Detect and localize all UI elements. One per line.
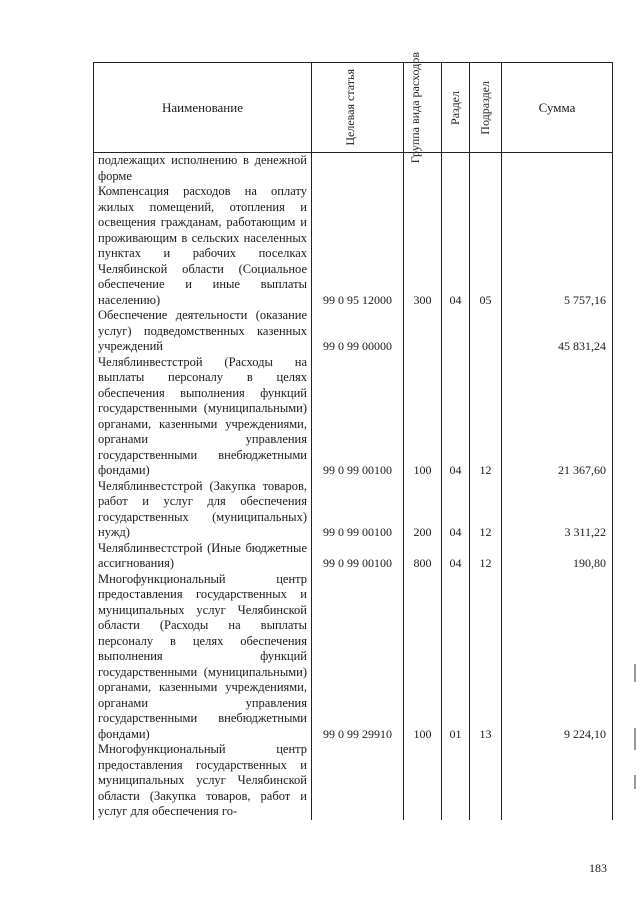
scan-edge-mark: [634, 728, 636, 750]
row-subsection: 12: [470, 355, 502, 479]
row-target-article: [312, 153, 404, 185]
row-subsection: [470, 742, 502, 820]
scan-edge-mark: [634, 775, 636, 789]
header-expense-group: Группа вида расходов: [404, 63, 442, 153]
row-name: подлежащих исполнению в денежной форме: [94, 153, 312, 185]
row-section: 04: [442, 355, 470, 479]
header-section: Раздел: [442, 63, 470, 153]
table-header-row: [94, 63, 613, 153]
row-section: [442, 153, 470, 185]
row-target-article: 99 0 95 12000: [312, 184, 404, 308]
row-section: 04: [442, 541, 470, 572]
row-name: Челяблинвестстрой (Закупка товаров, работ и услуг для обеспечения государственных (муниципальных) нужд): [94, 479, 312, 541]
row-expense-group: 200: [404, 479, 442, 541]
row-section: 01: [442, 572, 470, 743]
scan-edge-mark: [634, 664, 636, 682]
table-row: [94, 184, 613, 308]
table-row: [94, 572, 613, 743]
row-expense-group: 800: [404, 541, 442, 572]
row-subsection: 05: [470, 184, 502, 308]
header-sum: Сумма: [502, 63, 613, 153]
table-row: [94, 355, 613, 479]
row-sum: 21 367,60: [502, 355, 613, 479]
row-target-article: 99 0 99 00100: [312, 355, 404, 479]
row-name: Обеспечение деятельности (оказание услуг) подведомственных казенных учреждений: [94, 308, 312, 355]
row-expense-group: [404, 742, 442, 820]
row-subsection: 12: [470, 541, 502, 572]
row-sum: 9 224,10: [502, 572, 613, 743]
row-name: Многофункциональный центр предоставления государственных и муниципальных услуг Челябинской области (Расходы на выплаты персоналу в целях обеспечения выполнения функций государственными (муниципальными) органами, казенными учреждениями, органами управления государственными внебюджетными фондами): [94, 572, 312, 743]
budget-table: [93, 51, 613, 820]
table-row: [94, 308, 613, 355]
row-sum: 3 311,22: [502, 479, 613, 541]
row-target-article: 99 0 99 00100: [312, 479, 404, 541]
row-expense-group: 100: [404, 572, 442, 743]
table-row: [94, 742, 613, 820]
row-target-article: 99 0 99 00100: [312, 541, 404, 572]
row-name: Челяблинвестстрой (Иные бюджетные ассигнования): [94, 541, 312, 572]
row-section: 04: [442, 184, 470, 308]
row-sum: 5 757,16: [502, 184, 613, 308]
table-row: [94, 153, 613, 185]
row-name: Челяблинвестстрой (Расходы на выплаты персоналу в целях обеспечения выполнения функций государственными (муниципальными) органами, казенными учреждениями, органами управления государственными внебюджетными фондами): [94, 355, 312, 479]
row-subsection: [470, 308, 502, 355]
table-row: [94, 479, 613, 541]
row-expense-group: 100: [404, 355, 442, 479]
header-target-article: Целевая статья: [312, 63, 404, 153]
row-sum: 190,80: [502, 541, 613, 572]
row-section: [442, 742, 470, 820]
row-subsection: 12: [470, 479, 502, 541]
header-name: Наименование: [94, 63, 312, 153]
row-sum: [502, 153, 613, 185]
row-target-article: [312, 742, 404, 820]
row-target-article: 99 0 99 29910: [312, 572, 404, 743]
page-number: 183: [589, 861, 607, 875]
row-expense-group: [404, 308, 442, 355]
row-sum: [502, 742, 613, 820]
row-subsection: [470, 153, 502, 185]
row-section: [442, 308, 470, 355]
row-subsection: 13: [470, 572, 502, 743]
header-subsection: Подраздел: [470, 63, 502, 153]
row-name: Компенсация расходов на оплату жилых помещений, отопления и освещения гражданам, работающим и проживающим в сельских населенных пунктах и рабочих поселках Челябинской области (Социальное обеспечение и иные выплаты населению): [94, 184, 312, 308]
row-expense-group: 300: [404, 184, 442, 308]
row-name: Многофункциональный центр предоставления государственных и муниципальных услуг Челябинской области (Закупка товаров, работ и услуг для обеспечения го-: [94, 742, 312, 820]
row-section: 04: [442, 479, 470, 541]
row-sum: 45 831,24: [502, 308, 613, 355]
row-target-article: 99 0 99 00000: [312, 308, 404, 355]
table-row: [94, 541, 613, 572]
